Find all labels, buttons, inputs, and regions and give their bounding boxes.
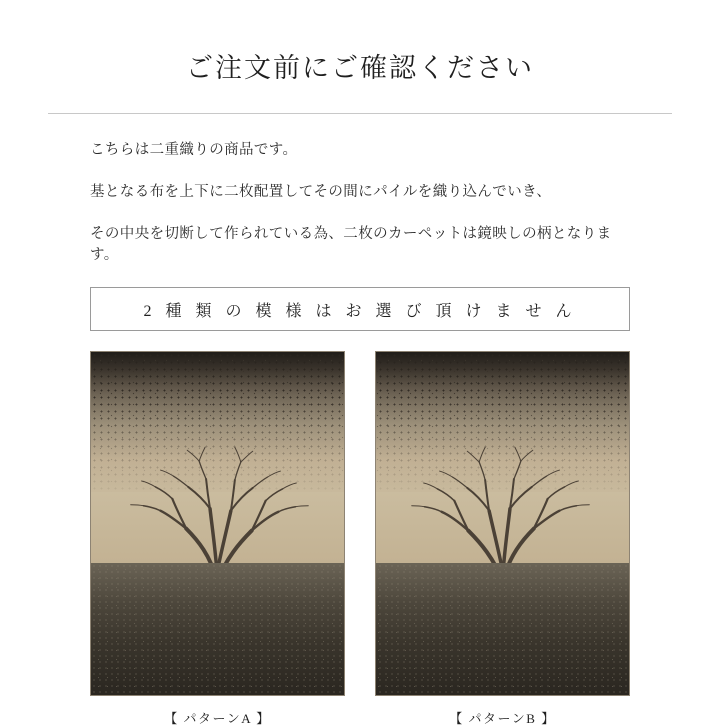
rug-image-pattern-a <box>90 351 345 696</box>
rug-ground-speckle <box>91 563 344 695</box>
body-paragraph-2: 基となる布を上下に二枚配置してその間にパイルを織り込んでいき、 <box>90 183 552 200</box>
pattern-gallery <box>90 351 630 727</box>
pattern-label-b: 【 パターンB 】 <box>449 711 556 726</box>
rug-ground-speckle <box>376 563 629 695</box>
pattern-item-b <box>375 351 630 727</box>
notice-box <box>90 287 630 331</box>
notice-text: 2 種 類 の 模 様 は お 選 び 頂 け ま せ ん <box>143 302 577 320</box>
body-paragraph-3: その中央を切断して作られている為、二枚のカーペットは鏡映しの柄となります。 <box>90 225 612 264</box>
pattern-item-a <box>90 351 345 727</box>
pattern-label-a: 【 パターンA 】 <box>164 711 271 726</box>
body-copy <box>90 114 630 267</box>
page-title: ご注文前にご確認ください <box>186 53 534 83</box>
body-paragraph-1: こちらは二重織りの商品です。 <box>90 142 298 158</box>
rug-image-pattern-b <box>375 351 630 696</box>
